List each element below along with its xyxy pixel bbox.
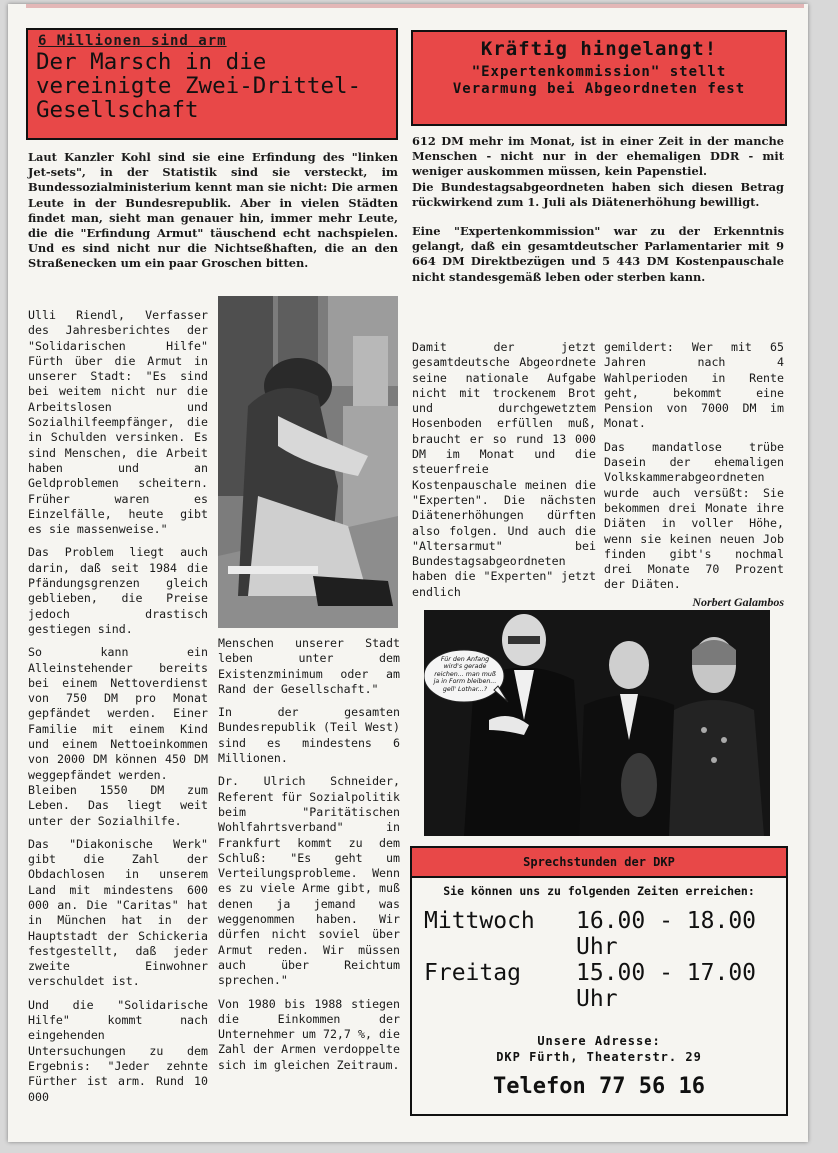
dkp-address-label: Unsere Adresse:	[537, 1034, 661, 1048]
dkp-header: Sprechstunden der DKP	[412, 848, 786, 878]
right-headline-box	[411, 30, 787, 126]
right-subheadline: "Expertenkommission" stellt Verarmung bei Abgeordneten fest	[452, 64, 746, 97]
newspaper-page	[8, 4, 808, 1142]
right-column-1	[412, 340, 596, 608]
left-col2-p4: Von 1980 bis 1988 stiegen die Einkommen der Unternehmer um 72,7 %, die Zahl der Armen verdoppelte sich im gleichen Zeitraum.	[218, 996, 400, 1072]
right-col2-p2: Das mandatlose trübe Dasein der ehemaligen Volkskammerabgeordneten wurde auch versüßt: Sie bekommen drei Monate ihre Diäten in voller Höhe, wenn sie keinen neuen Job finden gibt's nochmal drei Monate 70 Prozent der Diäten.	[604, 439, 784, 592]
right-col1-text: Damit der jetzt gesamtdeutsche Abgeordnete seine nationale Aufgabe nicht mit trockenem Brot und durchgewetztem Hosenboden erfüllen muß, braucht er so rund 13 000 DM im Monat und die steuerfreie Kostenpauschale meinen die "Experten". Die nächsten Diätenerhöhungen dürften also folgen. Und auch die "Altersarmut" bei Bundestagsabgeordneten haben die "Experten" jetzt endlich	[412, 340, 596, 599]
right-intro	[412, 134, 784, 293]
dkp-day-1: Mittwoch	[424, 908, 535, 934]
left-col2-p2: In der gesamten Bundesrepublik (Teil West) sind es mindestens 6 Millionen.	[218, 705, 400, 766]
homeless-man-photo	[218, 296, 398, 628]
right-col2-p1: gemildert: Wer mit 65 Jahren nach 4 Wahlperioden in Rente geht, bekommt eine Pension von 7000 DM im Monat.	[604, 340, 784, 431]
dkp-address: DKP Fürth, Theaterstr. 29	[496, 1050, 702, 1064]
left-col1-p5: Das "Diakonische Werk" gibt die Zahl der Obdachlosen in unserem Land mit mindestens 600 000 an. Die "Caritas" hat in München hat in der Hauptstadt der Schickeria festgestellt, daß jeder zweite Einwohner verschuldet ist.	[28, 836, 208, 989]
right-intro-3: Eine "Expertenkommission" war zu der Erkenntnis gelangt, daß ein gesamtdeutscher Parlamentarier mit 9 664 DM Direktbezügen und 5 443 DM Kostenpauschale nicht standesgemäß leben oder sterben kann.	[412, 224, 784, 284]
left-kicker: 6 Millionen sind arm	[38, 33, 227, 49]
dkp-time-2: 15.00 - 17.00 Uhr	[576, 960, 757, 1012]
left-column-1	[28, 308, 208, 1113]
right-column-2	[604, 340, 784, 610]
dkp-time-1: 16.00 - 18.00 Uhr	[576, 908, 757, 960]
left-col1-p6: Und die "Solidarische Hilfe" kommt nach eingehenden Untersuchungen zu dem Ergebnis: "Jeder zehnte Fürther ist arm. Rund 10 000	[28, 997, 208, 1104]
right-headline: Kräftig hingelangt!	[480, 38, 718, 60]
top-rule	[26, 4, 804, 8]
photo-drawing	[218, 296, 398, 628]
dkp-reach-line: Sie können uns zu folgenden Zeiten erreichen:	[443, 884, 755, 898]
left-intro-2: Aber in vielen Städten findet man, sieht man genauer hin, immer mehr Leute, die die "Erfindung Armut" täuschend echt nachspielen. Und es sind nicht nur die Nichtseßhaften, die an den Straßenecken um ein paar Groschen bitten.	[28, 195, 399, 271]
left-col2-p3: Dr. Ulrich Schneider, Referent für Sozialpolitik beim "Paritätischen Wohlfahrtsverband" in Frankfurt kommt zu dem Schluß: "Es geht um Verteilungsprobleme. Wenn es zu viele Arme gibt, muß denen ja jemand was weggenommen haben. Wir dürfen nicht soviel über Armut reden. Wir müssen auch über Reichtum sprechen."	[218, 774, 400, 988]
left-col1-p4: Bleiben 1550 DM zum Leben. Das liegt weit unter der Sozialhilfe.	[28, 782, 208, 828]
left-col1-p2: Das Problem liegt auch darin, daß seit 1984 die Pfändungsgrenzen gleich geblieben, die Preise jedoch drastisch gestiegen sind.	[28, 545, 208, 636]
right-intro-1: 612 DM mehr im Monat, ist in einer Zeit in der manche Menschen - nicht nur in der ehemaligen DDR - mit weniger auskommen müssen, kein Papenstiel.	[412, 134, 784, 179]
speech-bubble-text: Für den Anfang wird's gerade reichen... man muß ja in Form bleiben... gell' Lothar...?	[433, 656, 497, 693]
dkp-phone: Telefon 77 56 16	[493, 1074, 705, 1099]
dkp-office-hours-box	[410, 846, 788, 1116]
left-col2-p1: Menschen unserer Stadt leben unter dem Existenzminimum oder am Rand der Gesellschaft."	[218, 636, 400, 696]
left-column-2	[218, 636, 400, 1081]
left-intro	[28, 150, 398, 272]
left-headline-box	[26, 28, 398, 140]
left-col1-p1: Ulli Riendl, Verfasser des Jahresberichtes der "Solidarischen Hilfe" Fürth über die Armut in unserer Stadt: "Es sind bei weitem nicht nur die Arbeitslosen und Sozialhilfeempfänger, die in Schulden versinken. Es sind Menschen, die Arbeit haben und an Geldproblemen scheitern. Früher waren es Einzelfälle, heute gibt es sie massenweise."	[28, 308, 208, 537]
politicians-drawing	[424, 610, 770, 836]
politicians-photo	[424, 610, 770, 836]
left-col1-p3: So kann ein Alleinstehender bereits bei einem Nettoverdienst von 750 DM pro Monat gepfändet werden. Einer Familie mit einem Kind und einem Nettoeinkommen von 2000 DM können 450 DM weggepfändet werden.	[28, 645, 208, 782]
dkp-day-2: Freitag	[424, 960, 521, 986]
left-headline: Der Marsch in die vereinigte Zwei-Drittel-Gesellschaft	[36, 49, 362, 123]
right-intro-2: Die Bundestagsabgeordneten haben sich diesen Betrag rückwirkend zum 1. Juli als Diätenerhöhung bewilligt.	[412, 179, 784, 209]
author-byline: Norbert Galambos	[692, 594, 784, 609]
left-intro-1: Laut Kanzler Kohl sind sie eine Erfindung des "linken Jet-sets", in der Statistik sind sie versteckt, im Bundessozialministerium kennt man sie nicht: Die armen Leute in der Bundesrepublik.	[28, 150, 398, 210]
